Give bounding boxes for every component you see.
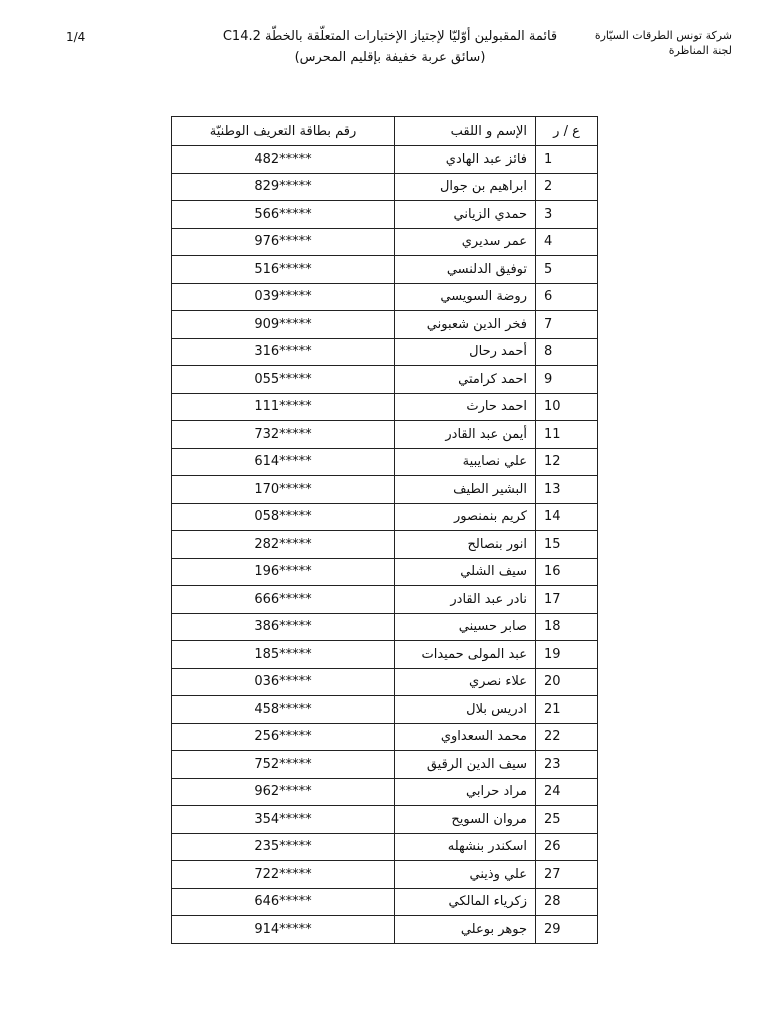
row-number: 7 — [536, 311, 598, 339]
row-number: 25 — [536, 806, 598, 834]
table-row — [172, 448, 598, 476]
candidate-name: أحمد رحال — [395, 338, 536, 366]
national-id: *****386 — [172, 613, 395, 641]
table-row — [172, 228, 598, 256]
candidate-name: ابراهيم بن جوال — [395, 173, 536, 201]
table-row — [172, 366, 598, 394]
candidate-name: انور بنصالح — [395, 531, 536, 559]
candidate-name: كريم بنمنصور — [395, 503, 536, 531]
table-row — [172, 833, 598, 861]
table-row — [172, 723, 598, 751]
national-id: *****829 — [172, 173, 395, 201]
table-row — [172, 558, 598, 586]
row-number: 5 — [536, 256, 598, 284]
row-number: 2 — [536, 173, 598, 201]
page-number: 1/4 — [66, 30, 86, 44]
row-number: 12 — [536, 448, 598, 476]
row-number: 28 — [536, 888, 598, 916]
candidate-name: حمدي الزياني — [395, 201, 536, 229]
national-id: *****566 — [172, 201, 395, 229]
national-id: *****458 — [172, 696, 395, 724]
table-row — [172, 338, 598, 366]
national-id: *****055 — [172, 366, 395, 394]
table-row — [172, 201, 598, 229]
candidate-name: مراد حرابي — [395, 778, 536, 806]
table-row — [172, 283, 598, 311]
candidate-name: صابر حسيني — [395, 613, 536, 641]
candidate-name: زكرياء المالكي — [395, 888, 536, 916]
column-header-number: ع / ر — [536, 117, 598, 146]
table-row — [172, 613, 598, 641]
national-id: *****909 — [172, 311, 395, 339]
row-number: 14 — [536, 503, 598, 531]
national-id: *****235 — [172, 833, 395, 861]
row-number: 29 — [536, 916, 598, 944]
row-number: 1 — [536, 146, 598, 174]
candidate-name: نادر عبد القادر — [395, 586, 536, 614]
national-id: *****256 — [172, 723, 395, 751]
candidate-name: سيف الشلي — [395, 558, 536, 586]
table-row — [172, 806, 598, 834]
column-header-name: الإسم و اللقب — [395, 117, 536, 146]
table-row — [172, 393, 598, 421]
national-id: *****316 — [172, 338, 395, 366]
row-number: 16 — [536, 558, 598, 586]
candidate-name: علاء نصري — [395, 668, 536, 696]
candidate-name: البشير الطيف — [395, 476, 536, 504]
table-row — [172, 668, 598, 696]
candidate-name: علي وذيني — [395, 861, 536, 889]
table-row — [172, 916, 598, 944]
national-id: *****722 — [172, 861, 395, 889]
row-number: 11 — [536, 421, 598, 449]
row-number: 13 — [536, 476, 598, 504]
national-id: *****111 — [172, 393, 395, 421]
row-number: 15 — [536, 531, 598, 559]
row-number: 18 — [536, 613, 598, 641]
table-row — [172, 696, 598, 724]
candidate-name: روضة السويسي — [395, 283, 536, 311]
candidate-name: توفيق الدلنسي — [395, 256, 536, 284]
national-id: *****354 — [172, 806, 395, 834]
national-id: *****058 — [172, 503, 395, 531]
row-number: 20 — [536, 668, 598, 696]
row-number: 24 — [536, 778, 598, 806]
title-line-2: (سائق عربة خفيفة بإقليم المحرس) — [294, 50, 486, 65]
row-number: 8 — [536, 338, 598, 366]
title-line-1: قائمة المقبولين أوّليّا لإجتياز الإختبارات المتعلّقة بالخطّة C14.2 — [222, 29, 558, 44]
column-header-id: رقم بطاقة التعريف الوطنيّة — [172, 117, 395, 146]
table-body — [172, 146, 598, 944]
table-row — [172, 173, 598, 201]
candidate-name: احمد كرامتي — [395, 366, 536, 394]
candidate-name: اسكندر بنشهله — [395, 833, 536, 861]
row-number: 9 — [536, 366, 598, 394]
committee-name: لجنة المناظرة — [668, 44, 732, 57]
organization-header — [562, 28, 732, 58]
table-row — [172, 476, 598, 504]
national-id: *****196 — [172, 558, 395, 586]
row-number: 21 — [536, 696, 598, 724]
candidates-table — [171, 116, 598, 944]
row-number: 26 — [536, 833, 598, 861]
national-id: *****614 — [172, 448, 395, 476]
row-number: 19 — [536, 641, 598, 669]
national-id: *****666 — [172, 586, 395, 614]
national-id: *****482 — [172, 146, 395, 174]
national-id: *****646 — [172, 888, 395, 916]
table-row — [172, 256, 598, 284]
national-id: *****976 — [172, 228, 395, 256]
table-header-row — [172, 117, 598, 146]
candidate-name: عمر سديري — [395, 228, 536, 256]
national-id: *****732 — [172, 421, 395, 449]
national-id: *****039 — [172, 283, 395, 311]
row-number: 17 — [536, 586, 598, 614]
candidate-name: علي نصايبية — [395, 448, 536, 476]
national-id: *****962 — [172, 778, 395, 806]
candidate-name: أيمن عبد القادر — [395, 421, 536, 449]
table-row — [172, 861, 598, 889]
national-id: *****036 — [172, 668, 395, 696]
document-title — [200, 26, 580, 68]
candidate-name: سيف الدين الرقيق — [395, 751, 536, 779]
table-row — [172, 641, 598, 669]
row-number: 4 — [536, 228, 598, 256]
table-row — [172, 311, 598, 339]
candidate-name: عبد المولى حميدات — [395, 641, 536, 669]
table-row — [172, 146, 598, 174]
row-number: 22 — [536, 723, 598, 751]
table-row — [172, 586, 598, 614]
candidate-name: فخر الدين شعبوني — [395, 311, 536, 339]
organization-name: شركة تونس الطرقات السيّارة — [594, 29, 732, 42]
row-number: 3 — [536, 201, 598, 229]
table-row — [172, 421, 598, 449]
national-id: *****752 — [172, 751, 395, 779]
table-row — [172, 531, 598, 559]
row-number: 6 — [536, 283, 598, 311]
table-row — [172, 888, 598, 916]
row-number: 23 — [536, 751, 598, 779]
candidate-name: احمد حارث — [395, 393, 536, 421]
table-row — [172, 778, 598, 806]
national-id: *****282 — [172, 531, 395, 559]
table-row — [172, 503, 598, 531]
candidate-name: ادريس بلال — [395, 696, 536, 724]
national-id: *****170 — [172, 476, 395, 504]
candidate-name: مروان السويح — [395, 806, 536, 834]
candidate-name: فائز عبد الهادي — [395, 146, 536, 174]
national-id: *****914 — [172, 916, 395, 944]
row-number: 10 — [536, 393, 598, 421]
national-id: *****516 — [172, 256, 395, 284]
national-id: *****185 — [172, 641, 395, 669]
row-number: 27 — [536, 861, 598, 889]
candidate-name: جوهر بوعلي — [395, 916, 536, 944]
candidate-name: محمد السعداوي — [395, 723, 536, 751]
table-row — [172, 751, 598, 779]
